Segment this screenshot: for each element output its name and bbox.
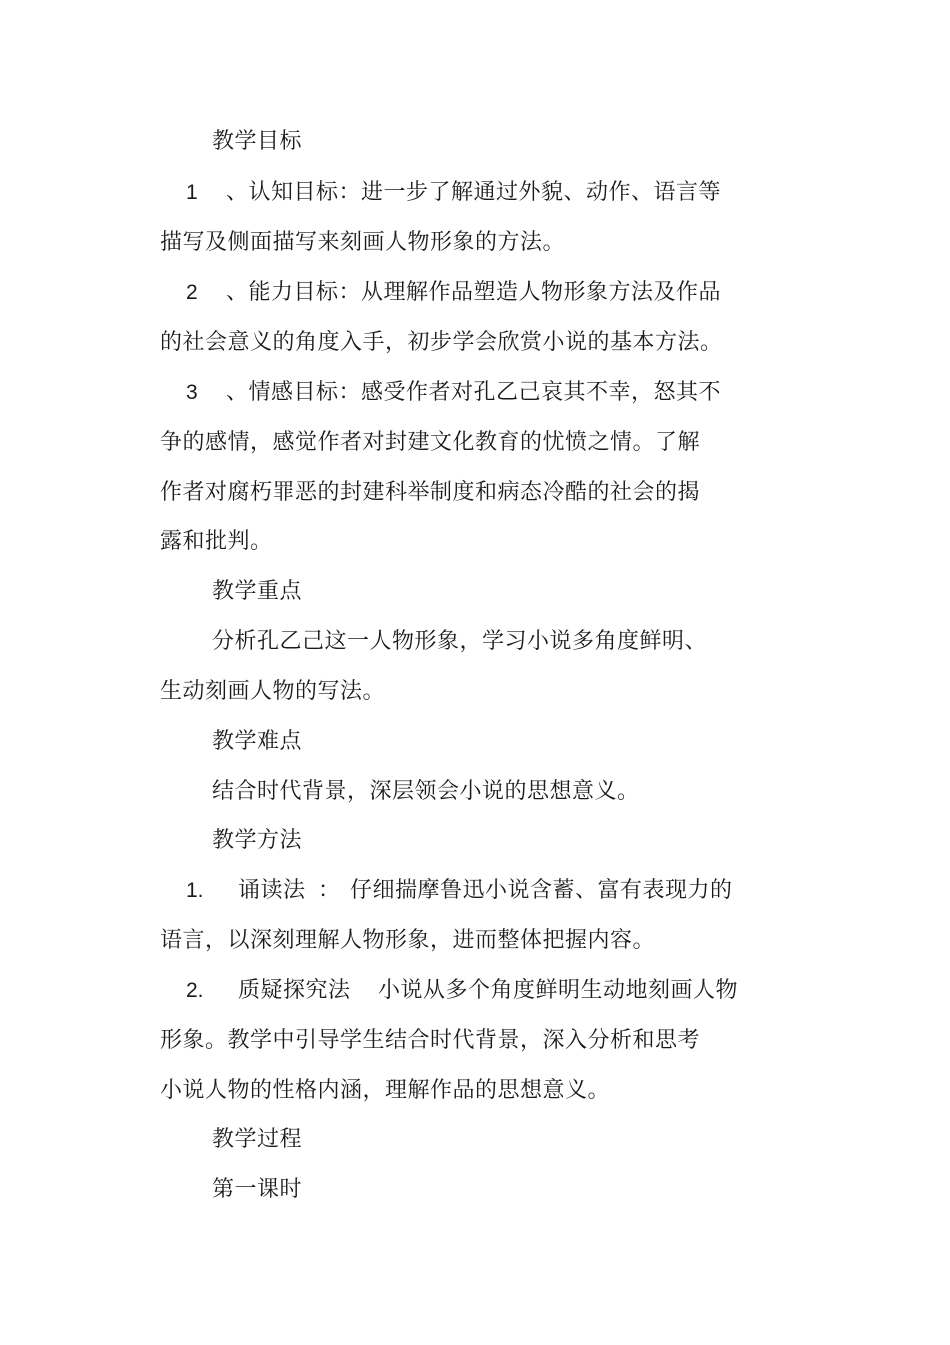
heading-teaching-objectives: 教学目标 — [212, 129, 303, 154]
objective-3-number: 3 — [186, 381, 198, 404]
objective-2-line-2: 的社会意义的角度入手，初步学会欣赏小说的基本方法。 — [160, 330, 723, 355]
heading-teaching-difficulties: 教学难点 — [212, 729, 303, 754]
difficulties-text: 结合时代背景，深层领会小说的思想意义。 — [212, 779, 640, 804]
heading-teaching-methods: 教学方法 — [212, 828, 303, 853]
method-2-line-2: 形象。教学中引导学生结合时代背景，深入分析和思考 — [160, 1028, 701, 1053]
objective-2-line-1: 、能力目标：从理解作品塑造人物形象方法及作品 — [226, 280, 722, 305]
objective-3-line-1: 、情感目标：感受作者对孔乙己哀其不幸，怒其不 — [226, 380, 722, 405]
first-lesson-heading: 第一课时 — [212, 1177, 303, 1202]
objective-3-line-4: 露和批判。 — [160, 529, 273, 554]
objective-1-number: 1 — [186, 181, 198, 204]
method-1-line-2: 语言，以深刻理解人物形象，进而整体把握内容。 — [160, 928, 656, 953]
method-2-line-1: 小说从多个角度鲜明生动地刻画人物 — [378, 978, 739, 1003]
objective-1-line-1: 、认知目标：进一步了解通过外貌、动作、语言等 — [226, 180, 722, 205]
objective-3-line-3: 作者对腐朽罪恶的封建科举制度和病态冷酷的社会的揭 — [160, 480, 701, 505]
method-2-number: 2. — [186, 979, 204, 1002]
objective-2-number: 2 — [186, 281, 198, 304]
method-1-colon: ： — [318, 878, 341, 903]
heading-teaching-process: 教学过程 — [212, 1127, 303, 1152]
method-2-line-3: 小说人物的性格内涵，理解作品的思想意义。 — [160, 1078, 611, 1103]
key-points-line-1: 分析孔乙己这一人物形象，学习小说多角度鲜明、 — [212, 629, 708, 654]
key-points-line-2: 生动刻画人物的写法。 — [160, 679, 386, 704]
method-1-number: 1. — [186, 879, 204, 902]
objective-3-line-2: 争的感情，感觉作者对封建文化教育的忧愤之情。了解 — [160, 430, 701, 455]
heading-teaching-key-points: 教学重点 — [212, 579, 303, 604]
method-1-line-1: 仔细揣摩鲁迅小说含蓄、富有表现力的 — [350, 878, 733, 903]
method-1-name: 诵读法 — [238, 878, 306, 903]
objective-1-line-2: 描写及侧面描写来刻画人物形象的方法。 — [160, 230, 566, 255]
method-2-name: 质疑探究法 — [238, 978, 351, 1003]
